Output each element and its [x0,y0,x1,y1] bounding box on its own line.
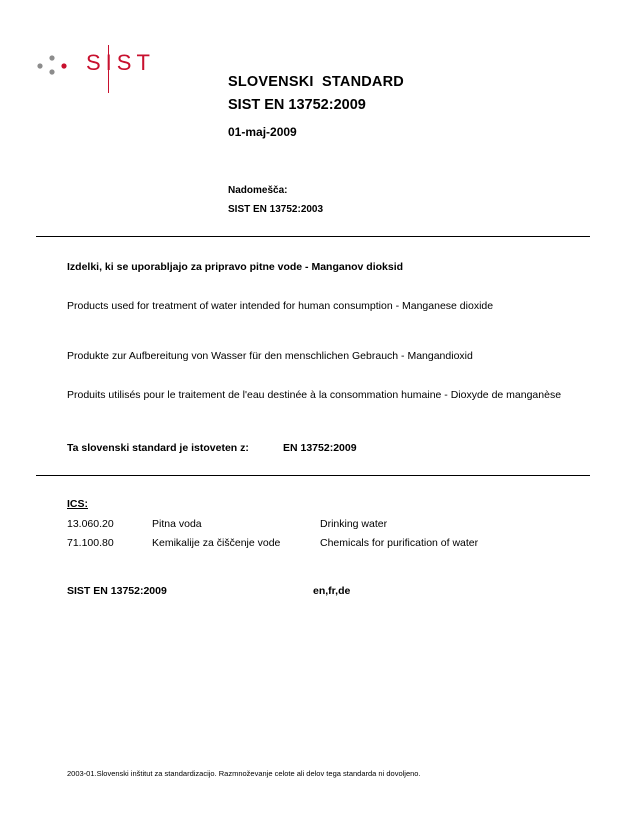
languages: en,fr,de [313,585,351,597]
ics-description-sl: Pitna voda [152,518,202,530]
copyright-footer: 2003-01.Slovenski inštitut za standardizacijo. Razmnoževanje celote ali delov tega standarda ni dovoljeno. [67,769,421,778]
ics-description-sl: Kemikalije za čiščenje vode [152,537,281,549]
standard-type: SLOVENSKI STANDARD [228,74,404,90]
divider [36,236,590,237]
publication-date: 01-maj-2009 [228,125,297,139]
replaces-code: SIST EN 13752:2003 [228,204,324,215]
ics-label: ICS: [67,498,88,510]
divider [36,475,590,476]
identical-value: EN 13752:2009 [283,442,357,454]
replaces-label: Nadomešča: [228,185,288,196]
ics-code: 13.060.20 [67,518,114,530]
title-german: Produkte zur Aufbereitung von Wasser für den menschlichen Gebrauch - Mangandioxid [67,350,473,362]
standard-code: SIST EN 13752:2009 [228,97,366,113]
logo-text: SIST [86,50,155,75]
identical-label: Ta slovenski standard je istoveten z: [67,442,249,454]
ics-description-en: Chemicals for purification of water [320,537,479,549]
ics-description-en: Drinking water [320,518,388,530]
title-slovenian: Izdelki, ki se uporabljajo za pripravo pitne vode - Manganov dioksid [67,261,404,273]
logo-dots-icon [33,52,83,86]
title-french: Produits utilisés pour le traitement de l'eau destinée à la consommation humaine - Dioxyde de manganèse [67,389,562,401]
ics-code: 71.100.80 [67,537,114,549]
bottom-standard-code: SIST EN 13752:2009 [67,585,167,597]
title-english: Products used for treatment of water intended for human consumption - Manganese dioxide [67,300,494,312]
